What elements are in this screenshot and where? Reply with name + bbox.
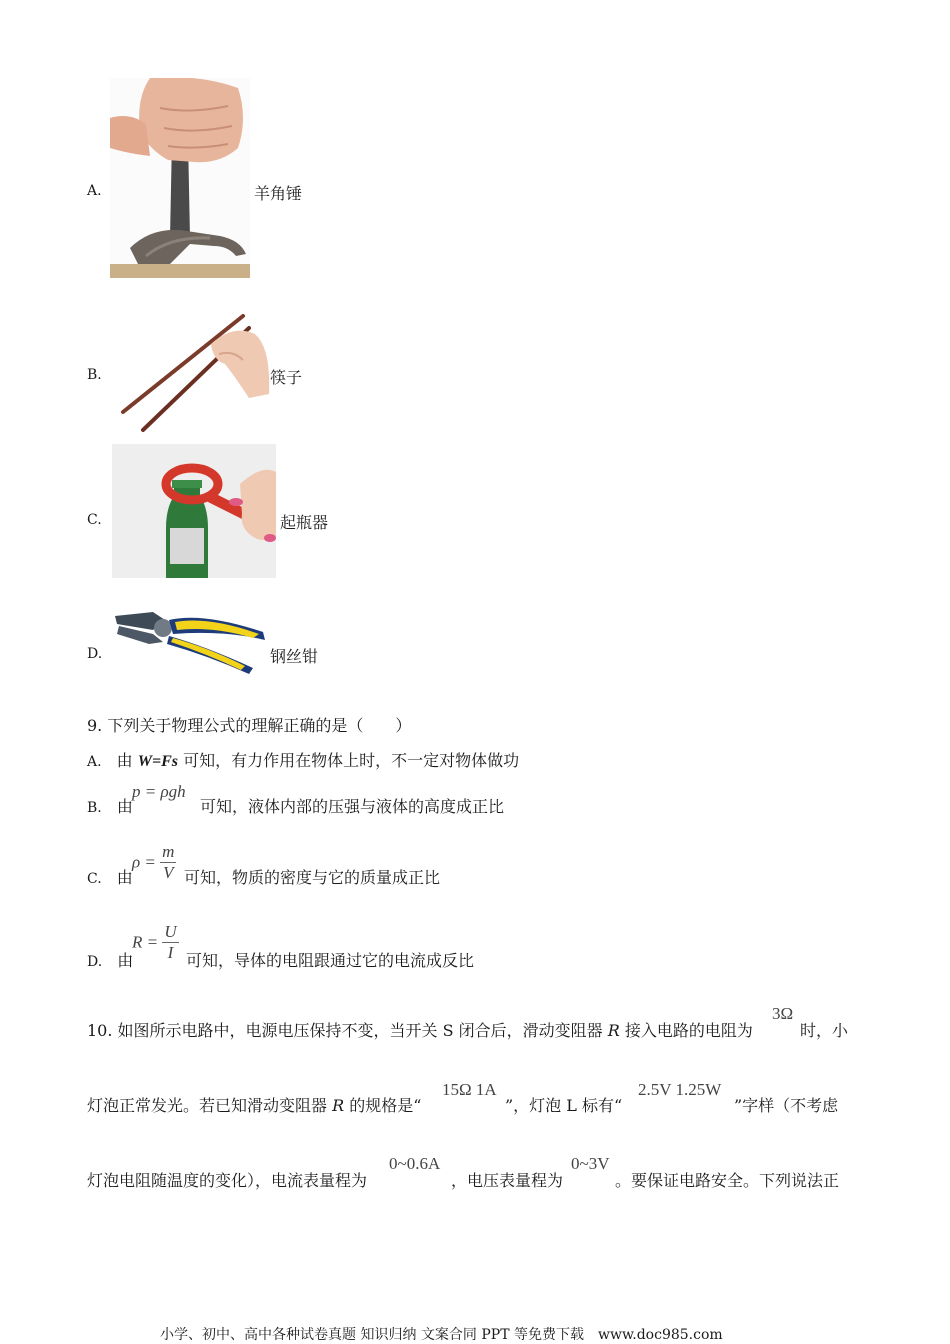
q9-stem: 9. 下列关于物理公式的理解正确的是（ ） (87, 716, 412, 735)
q9-d-lhs: R = (132, 932, 159, 952)
q9-a-formula: W=Fs (137, 753, 179, 770)
q10-line2-r: R (332, 1096, 345, 1115)
q10-line1-c: 时，小 (800, 1021, 849, 1040)
q9-d-formula (132, 922, 179, 963)
q9-c-pre: 由 (116, 868, 133, 887)
q9-b-letter: B. (87, 800, 102, 816)
q9-c-letter: C. (87, 871, 102, 887)
q10-line-3 (87, 1168, 367, 1191)
q9-c-numerator: m (162, 842, 175, 861)
q10-line3-a: 灯泡电阻随温度的变化），电流表量程为 (87, 1171, 368, 1190)
q10-line3-c: 。要保证电路安全。下列说法正 (615, 1171, 840, 1190)
q10-line2-b: 的规格是“ (349, 1096, 422, 1115)
option-d-letter: D. (87, 646, 103, 662)
q9-c-denominator: V (163, 863, 174, 882)
q10-line1-a: 10. 如图所示电路中，电源电压保持不变，当开关 S 闭合后，滑动变阻器 (87, 1021, 603, 1040)
q9-d-post: 可知，导体的电阻跟通过它的电流成反比 (186, 951, 475, 970)
option-b-letter: B. (87, 367, 102, 383)
option-a-letter: A. (87, 183, 102, 199)
q9-b-formula: p = ρgh (132, 782, 186, 801)
q9-c-fraction (160, 842, 176, 883)
q9-d-pre: 由 (117, 951, 134, 970)
option-b-caption: 筷子 (270, 368, 303, 387)
q10-line2-c: ”，灯泡 L 标有“ (505, 1096, 623, 1115)
q9-c-formula (132, 842, 176, 883)
q10-line1-value: 3Ω (772, 1004, 794, 1023)
q9-d-denominator: I (167, 943, 174, 962)
q9-option-b (87, 794, 133, 817)
q10-line-2 (87, 1093, 421, 1116)
q9-c-post: 可知，物质的密度与它的质量成正比 (184, 868, 441, 887)
q10-line2-value2: 2.5V 1.25W (638, 1080, 722, 1099)
option-a-caption: 羊角锤 (254, 184, 303, 203)
chopsticks-photo (115, 314, 270, 434)
q10-line1-r: R (607, 1021, 620, 1040)
q10-line1-b: 接入电路的电阻为 (624, 1021, 753, 1040)
option-c-caption: 起瓶器 (280, 513, 329, 532)
q9-a-pre: 由 (116, 751, 133, 770)
q9-d-numerator: U (164, 922, 177, 941)
wire-pliers-photo (113, 608, 268, 678)
q10-line3-value2: 0~3V (571, 1154, 610, 1173)
option-c-letter: C. (87, 512, 102, 528)
q9-option-d (87, 948, 133, 971)
option-d-caption: 钢丝钳 (270, 647, 319, 666)
bottle-opener-photo (112, 444, 276, 578)
q9-a-letter: A. (87, 754, 102, 770)
q9-b-post: 可知，液体内部的压强与液体的高度成正比 (200, 797, 505, 816)
q9-option-a (87, 748, 519, 771)
q10-line3-b: ，电压表量程为 (451, 1171, 564, 1190)
claw-hammer-photo (110, 78, 250, 278)
q9-d-fraction (162, 922, 178, 963)
q10-line2-d: ”字样（不考虑 (734, 1096, 839, 1115)
q9-a-post: 可知，有力作用在物体上时，不一定对物体做功 (183, 751, 520, 770)
q10-line2-a: 灯泡正常发光。若已知滑动变阻器 (87, 1096, 328, 1115)
q9-c-lhs: ρ = (132, 852, 156, 872)
q10-line-1 (87, 1018, 753, 1041)
q10-line2-value1: 15Ω 1A (442, 1080, 497, 1099)
q9-b-pre: 由 (116, 797, 133, 816)
q9-option-c (87, 865, 133, 888)
page-footer: 小学、初中、高中各种试卷真题 知识归纳 文案合同 PPT 等免费下载 www.doc985.com (160, 1327, 723, 1343)
q9-d-letter: D. (87, 954, 103, 970)
q10-line3-value1: 0~0.6A (389, 1154, 441, 1173)
